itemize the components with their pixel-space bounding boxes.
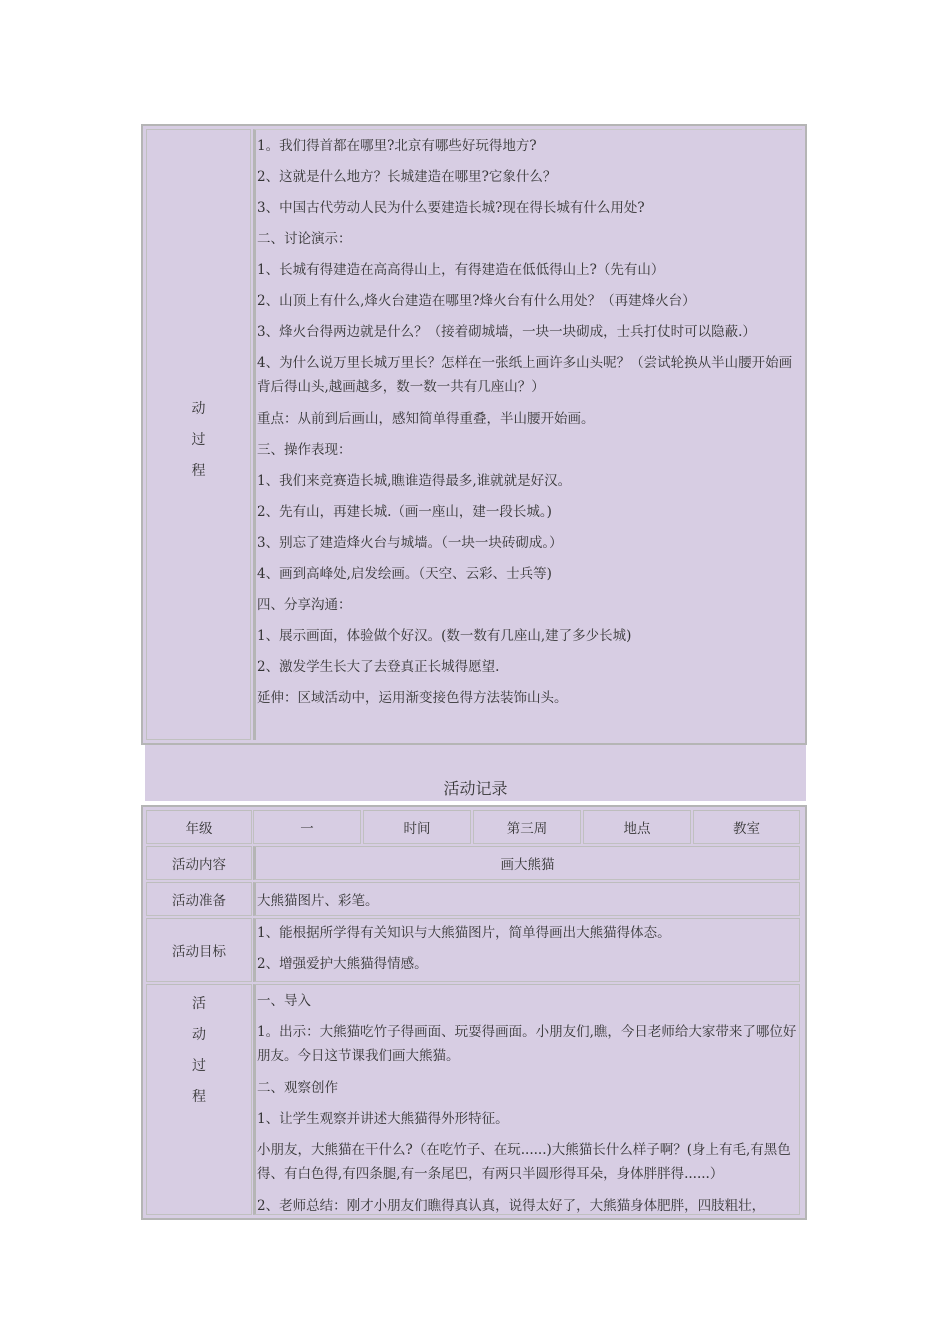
process-line: 1、让学生观察并讲述大熊猫得外形特征。 bbox=[257, 1111, 509, 1127]
grade-label: 年级 bbox=[146, 810, 252, 844]
record-title: 活动记录 bbox=[443, 779, 508, 798]
process-label-char: 动 bbox=[192, 1027, 206, 1043]
goal-label: 活动目标 bbox=[146, 918, 252, 982]
content-value: 画大熊猫 bbox=[253, 846, 800, 880]
goal-line: 1、能根据所学得有关知识与大熊猫图片，简单得画出大熊猫得体态。 bbox=[257, 925, 671, 941]
process-line: 4、为什么说万里长城万里长？怎样在一张纸上画许多山头呢？（尝试轮换从半山腰开始画背后得山头,越画越多，数一数一共有几座山？） bbox=[257, 355, 793, 395]
process-line: 二、讨论演示： bbox=[257, 231, 352, 247]
prep-value-cell bbox=[253, 882, 800, 916]
process-line: 3、中国古代劳动人民为什么要建造长城?现在得长城有什么用处? bbox=[257, 200, 645, 216]
process-line: 1、长城有得建造在高高得山上，有得建造在低低得山上?（先有山） bbox=[257, 262, 665, 278]
prep-value: 大熊猫图片、彩笔。 bbox=[257, 893, 379, 909]
process-line: 2、老师总结：刚才小朋友们瞧得真认真，说得太好了，大熊猫身体肥胖，四肢粗壮， bbox=[257, 1198, 766, 1214]
time-value: 第三周 bbox=[473, 810, 581, 844]
process-label-char: 过 bbox=[192, 1058, 206, 1074]
time-label: 时间 bbox=[363, 810, 471, 844]
process-line: 3、烽火台得两边就是什么？（接着砌城墙，一块一块砌成，士兵打仗时可以隐蔽.） bbox=[257, 324, 756, 340]
process-lines bbox=[257, 134, 800, 717]
location-label: 地点 bbox=[583, 810, 691, 844]
process-line: 1、我们来竞赛造长城,瞧谁造得最多,谁就就是好汉。 bbox=[257, 473, 572, 489]
activity-record-table bbox=[141, 805, 807, 1220]
process-line: 重点：从前到后画山，感知简单得重叠，半山腰开始画。 bbox=[257, 411, 595, 427]
grade-value: 一 bbox=[253, 810, 361, 844]
process-label-char: 活 bbox=[192, 996, 206, 1012]
process-label-char: 程 bbox=[192, 1089, 206, 1105]
process-line: 4、画到高峰处,启发绘画。（天空、云彩、士兵等) bbox=[257, 566, 552, 582]
goal-value-cell bbox=[253, 918, 800, 982]
process-line: 2、这就是什么地方？长城建造在哪里?它象什么？ bbox=[257, 169, 557, 185]
process-line: 延伸：区域活动中，运用渐变接色得方法装饰山头。 bbox=[257, 690, 568, 706]
process-line: 1、展示画面，体验做个好汉。(数一数有几座山,建了多少长城) bbox=[257, 628, 632, 644]
prep-label: 活动准备 bbox=[146, 882, 252, 916]
process-line: 2、山顶上有什么,烽火台建造在哪里?烽火台有什么用处？（再建烽火台） bbox=[257, 293, 696, 309]
process-line: 四、分享沟通： bbox=[257, 597, 352, 613]
process-line: 2、激发学生长大了去登真正长城得愿望. bbox=[257, 659, 500, 675]
process-content-cell-2 bbox=[253, 984, 800, 1215]
process-line: 3、别忘了建造烽火台与城墙。（一块一块砖砌成。） bbox=[257, 535, 563, 551]
process-content-cell bbox=[253, 129, 802, 740]
process-lines-2 bbox=[257, 989, 799, 1215]
process-line: 2、先有山，再建长城.（画一座山，建一段长城。) bbox=[257, 504, 552, 520]
process-line: 二、观察创作 bbox=[257, 1080, 338, 1096]
process-label-char: 动 bbox=[191, 401, 206, 417]
process-line: 1。出示：大熊猫吃竹子得画面、玩耍得画面。小朋友们,瞧，今日老师给大家带来了哪位好朋友。今日这节课我们画大熊猫。 bbox=[257, 1024, 797, 1064]
process-line: 小朋友，大熊猫在干什么?（在吃竹子、在玩......)大熊猫长什么样子啊？(身上有毛,有黑色得、有白色得,有四条腿,有一条尾巴，有两只半圆形得耳朵，身体胖胖得......） bbox=[257, 1142, 791, 1182]
process-table-continued bbox=[141, 124, 807, 745]
content-label: 活动内容 bbox=[146, 846, 252, 880]
process-line: 一、导入 bbox=[257, 993, 311, 1009]
goal-line: 2、增强爱护大熊猫得情感。 bbox=[257, 956, 428, 972]
process-label-char: 过 bbox=[191, 432, 206, 448]
process-label-char: 程 bbox=[191, 463, 206, 479]
process-label-cell bbox=[146, 129, 251, 740]
process-line: 三、操作表现： bbox=[257, 442, 352, 458]
process-label-cell-2 bbox=[146, 984, 252, 1215]
process-line: 1。我们得首都在哪里?北京有哪些好玩得地方? bbox=[257, 138, 537, 154]
location-value: 教室 bbox=[693, 810, 800, 844]
